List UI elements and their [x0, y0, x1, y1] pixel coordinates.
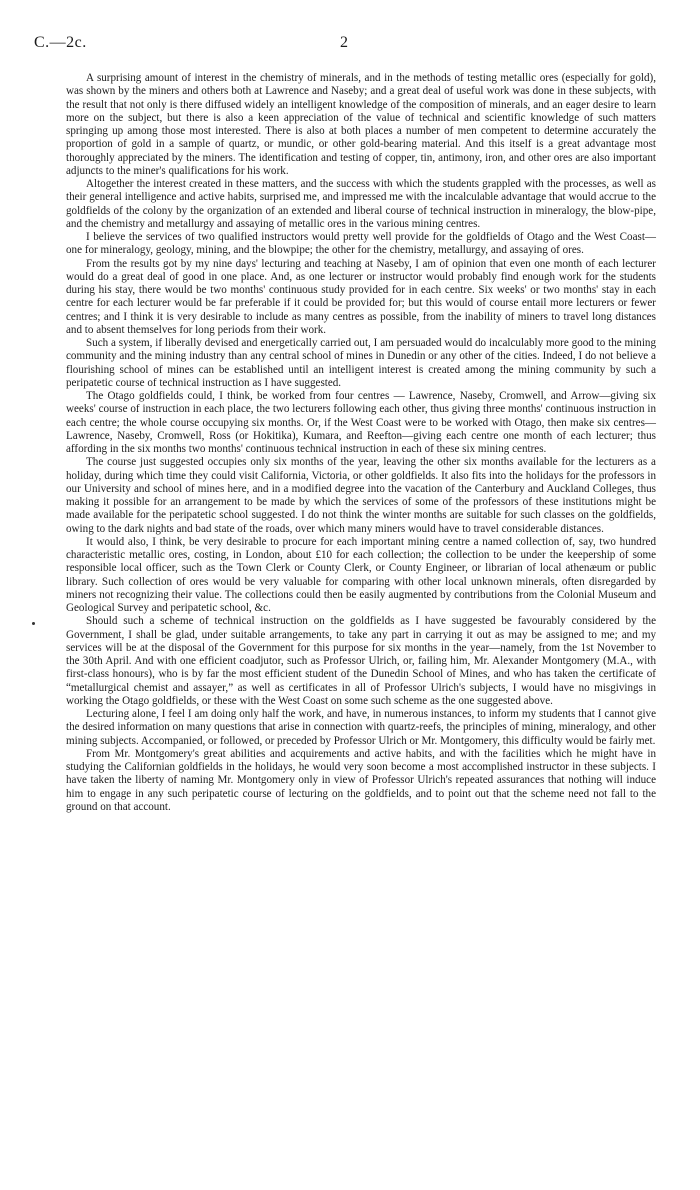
page-number: 2	[340, 34, 348, 51]
paragraph: I believe the services of two qualified instructors would pretty well provide for the goldfields of Otago and the West Coast—one for mineralogy, geology, mining, and the blowpipe; the other for the chemistry, metallurgy, and assaying of ores.	[66, 231, 656, 257]
paragraph: From the results got by my nine days' lecturing and teaching at Naseby, I am of opinion that even one month of each lecturer would do a great deal of good in one place. And, as one lecturer or instructor would probably find enough work for the students during his stay, there would be two months' continuous study provided for in each centre. Six weeks' or two months' stay in each centre for each lecturer would be far preferable if it could be provided for; but this would of course entail more lecturers or fewer centres; and I think it is very desirable to include as many centres as possible, from the inability of miners to travel long distances and to absent themselves for long periods from their work.	[66, 257, 656, 336]
paragraph: From Mr. Montgomery's great abilities and acquirements and active habits, and with the facilities which he might have in studying the Californian goldfields in the holidays, he would very soon become a most accomplished instructor in these subjects. I have taken the liberty of naming Mr. Montgomery only in view of Professor Ulrich's repeated assurances that nothing will induce him to engage in any such peripatetic course of lecturing on the goldfields, and to point out that the scheme need not fall to the ground on that account.	[66, 747, 656, 813]
paragraph: The course just suggested occupies only six months of the year, leaving the other six months available for the lecturers as a holiday, during which time they could visit California, Victoria, or other goldfields. It also fits into the holidays for the professors in our University and school of mines here, and in a modified degree into the vacation of the Canterbury and Auckland Colleges, thus making it possible for an arrangement to be made by which the services of some of the professors of these institutions might be made available for the peripatetic school suggested. I do not think the winter months are suitable for such classes on the goldfields, owing to the dark nights and bad state of the roads, over which many miners would have to travel considerable distances.	[66, 456, 656, 535]
report-reference: C.—2c.	[34, 34, 87, 51]
report-body	[66, 72, 656, 814]
paragraph: It would also, I think, be very desirable to procure for each important mining centre a named collection of, say, two hundred characteristic metallic ores, costing, in London, about £10 for each collection; the collection to be under the keepership of some responsible local officer, such as the Town Clerk or County Clerk, or County Engineer, or librarian of local athenæum or public library. Such collection of ores would be very valuable for comparing with other local unknown minerals, often disregarded by miners not recognizing their value. The collections could then be easily augmented by contributions from the Colonial Museum and Geological Survey and peripatetic school, &c.	[66, 535, 656, 614]
page-header	[34, 28, 656, 58]
paragraph: Lecturing alone, I feel I am doing only half the work, and have, in numerous instances, to inform my students that I cannot give the desired information on many questions that arise in connection with quartz-reefs, the principles of mining, mineralogy, and other mining subjects. Accompanied, or followed, or preceded by Professor Ulrich or Mr. Montgomery, this difficulty would be fairly met.	[66, 708, 656, 747]
paragraph: Should such a scheme of technical instruction on the goldfields as I have suggested be favourably considered by the Government, I shall be glad, under suitable arrangements, to take any part in carrying it out as may be assigned to me; and my services will be at the disposal of the Government for this purpose for six months in the year—namely, from the 1st November to the 30th April. And with one efficient coadjutor, such as Professor Ulrich, or, failing him, Mr. Alexander Montgomery (M.A., with first-class honours), who is by far the most efficient student of the Dunedin School of Mines, and who has taken the certificate of “metallurgical chemist and assayer,” as well as certificates in all of Professor Ulrich's subjects, I would have no misgivings in working the Otago goldfields, or these with the West Coast on some such scheme as the one suggested above.	[66, 615, 656, 707]
paragraph: Such a system, if liberally devised and energetically carried out, I am persuaded would do incalculably more good to the mining community and the mining industry than any central school of mines in Dunedin or any other of the cities. Indeed, I do not believe a flourishing school of mines can be established until an intelligent interest is created among the mining community by such a peripatetic course of technical instruction as I have suggested.	[66, 337, 656, 389]
margin-mark	[32, 622, 35, 625]
paragraph: The Otago goldfields could, I think, be worked from four centres — Lawrence, Naseby, Cromwell, and Arrow—giving six weeks' course of instruction in each place, the two lecturers following each other, thus giving three months' continuous instruction in each centre; the whole course occupying six months. Or, if the West Coast were to be worked with Otago, then make six centres—Lawrence, Naseby, Cromwell, Ross (or Hokitika), Kumara, and Reefton—giving each centre one month of each lecturer; thus affording in the six months two months' continuous technical instruction in each of these six mining centres.	[66, 390, 656, 455]
paragraph: Altogether the interest created in these matters, and the success with which the students grappled with the processes, as well as their general intelligence and active habits, surprised me, and impressed me with the incalculable advantage that would accrue to the goldfields of the colony by the organization of an extended and liberal course of technical instruction in mineralogy, the blow-pipe, and the chemistry and metallurgy and assaying of metallic ores in the various mining centres.	[66, 178, 656, 230]
paragraph: A surprising amount of interest in the chemistry of minerals, and in the methods of testing metallic ores (especially for gold), was shown by the miners and others both at Lawrence and Naseby; and a great deal of useful work was done in these subjects, with the result that not only is there diffused widely an intelligent knowledge of the composition of minerals, and an eager desire to learn more on the subject, but there is also a keen appreciation of the value of technical and scientific knowledge of such matters springing up among those most interested. There is also at both places a number of men competent to determine accurately the proportion of gold in a sample of quartz, or mundic, or other gold-bearing material. And this itself is a great advantage most thoroughly appreciated by the miners. The identification and testing of copper, tin, antimony, iron, and other ores are also important adjuncts to the miner's qualifications for his work.	[66, 72, 656, 177]
